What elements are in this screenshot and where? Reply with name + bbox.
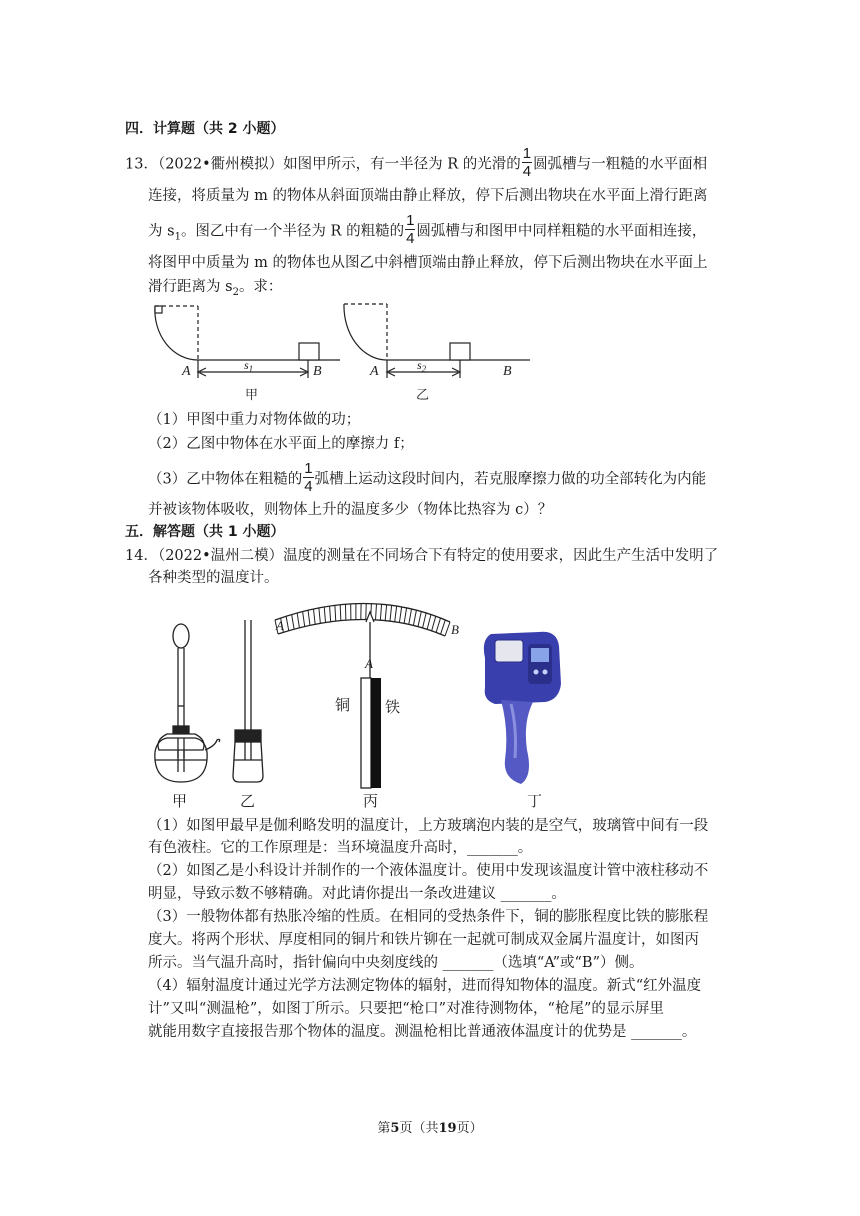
q14-p1-a: （1）如图甲最早是伽利略发明的温度计，上方玻璃泡内装的是空气，玻璃管中间有一段 — [148, 818, 709, 834]
dial-tick — [409, 609, 412, 624]
dial-tick — [423, 613, 427, 628]
caption-bing: 丙 — [363, 794, 379, 810]
dial-tick — [340, 605, 341, 621]
dial-tick — [297, 613, 299, 628]
page-total: 19 — [438, 1121, 457, 1136]
caption-yi: 乙 — [416, 387, 430, 402]
page-footer: 第5页（共19页） — [377, 1121, 483, 1136]
caption-jia: 甲 — [245, 387, 259, 402]
q13-sub2: （2）乙图中物体在水平面上的摩擦力 f； — [148, 436, 414, 452]
dial-tick — [413, 610, 416, 625]
q14-p3-a: （3）一般物体都有热胀冷缩的性质。在相同的受热条件下，铜的膨胀程度比铁的膨胀程 — [148, 909, 709, 925]
dial-tick — [319, 608, 320, 623]
figure-liquid-thermometer — [233, 620, 263, 782]
q14-p1-b: 有色液柱。它的工作原理是：当环境温度升高时，_______。 — [148, 840, 533, 856]
label-copper: 铜 — [335, 698, 351, 714]
q13-sub3-cont: 并被该物体吸收，则物体上升的温度多少（物体比热容为 c）？ — [148, 502, 553, 518]
dial-tick — [330, 606, 331, 622]
q14-p2-b: 明显，导致示数不够精确。对此请你提出一条改进建议 _______。 — [148, 886, 566, 902]
dial-tick — [380, 604, 381, 620]
dial-tick — [376, 604, 377, 620]
q13-sub3: （3）乙中物体在粗糙的 $\frac{1}{4}$ 弧槽上运动这段时间内，若克服摩擦力做的功全部转化为内能 — [148, 460, 707, 495]
label-A-yi: A — [370, 364, 379, 379]
q13-line3: 为 $s_1$。图乙中有一个半径为 R 的粗糙的 $\frac{1}{4}$ 圆弧槽与和图甲中同样粗糙的水平面相连接， — [148, 212, 707, 247]
section-5-title: 五．解答题（共 1 小题） — [125, 524, 285, 540]
dial-tick — [404, 608, 406, 624]
q14-p2-a: （2）如图乙是小科设计并制作的一个液体温度计。使用中发现该温度计管中液柱移动不 — [148, 863, 709, 879]
label-B-jia: B — [313, 364, 322, 379]
q14-p4-a: （4）辐射温度计通过光学方法测定物体的辐射，进而得知物体的温度。新式“红外温度 — [148, 978, 702, 994]
dial-tick — [303, 612, 305, 627]
dial-tick — [335, 605, 336, 621]
dial-tick — [324, 607, 325, 623]
q14-p4-c: 就能用数字直接报告那个物体的温度。测温枪相比普通液体温度计的优势是 _______。 — [148, 1024, 697, 1040]
dial-tick — [385, 605, 386, 621]
caption-yi-14: 乙 — [240, 794, 256, 810]
dial-tick — [366, 604, 367, 620]
dial-tick — [395, 606, 397, 622]
caption-jia-14: 甲 — [172, 794, 188, 810]
page-number: 5 — [390, 1121, 400, 1136]
dial-tick — [308, 610, 310, 625]
dial-tick — [313, 609, 315, 624]
label-s1: $s_1$ — [244, 358, 254, 374]
q13-line5: 滑行距离为 $s_2$。求： — [148, 279, 283, 298]
dial-tick — [445, 622, 450, 636]
dial-tick — [432, 616, 436, 631]
dial-tick — [399, 607, 401, 623]
dial-tick — [292, 615, 294, 630]
label-iron: 铁 — [385, 700, 401, 716]
figure-bimetal-thermometer — [275, 603, 450, 788]
fraction-quarter: $\frac{1}{4}$ — [304, 460, 313, 495]
q14-p3-b: 度大。将两个形状、厚度相同的铜片和铁片铆在一起就可制成双金属片温度计，如图丙 — [148, 932, 699, 948]
dial-tick — [418, 611, 421, 626]
figure-ir-thermometer-gun — [484, 632, 561, 784]
q13-line1-b: 圆弧槽与一粗糙的水平面相 — [533, 156, 708, 173]
section-4-title: 四．计算题（共 2 小题） — [125, 121, 285, 137]
dial-tick — [286, 616, 289, 630]
q13-line1-a: 13．（2022•衢州模拟）如图甲所示，有一半径为 R 的光滑的 — [125, 156, 521, 173]
caption-ding: 丁 — [527, 794, 543, 810]
q13-line2: 连接，将质量为 m 的物体从斜面顶端由静止释放，停下后测出物块在水平面上滑行距离 — [148, 188, 708, 204]
q14-line1: 14．（2022•温州二模）温度的测量在不同场合下有特定的使用要求，因此生产生活中发明了 — [125, 548, 719, 564]
label-B-yi: B — [503, 364, 512, 379]
q14-p4-b: 计”又叫“测温枪”，如图丁所示。只要把“枪口”对准待测物体，“枪尾”的显示屏里 — [148, 1001, 664, 1017]
q14-line2: 各种类型的温度计。 — [148, 570, 279, 586]
fraction-quarter: $\frac{1}{4}$ — [406, 212, 415, 247]
q13-line4: 将图甲中质量为 m 的物体也从图乙中斜槽顶端由静止释放，停下后测出物块在水平面上 — [148, 255, 708, 271]
dial-tick — [427, 614, 431, 629]
figure-galileo-thermometer — [155, 624, 220, 782]
q13-figure — [140, 298, 540, 406]
q13-sub1: （1）甲图中重力对物体做的功； — [148, 412, 361, 428]
dial-tick — [390, 605, 392, 621]
q14-figure — [145, 600, 585, 812]
dial-label-A: A — [276, 618, 284, 633]
label-s2: $s_2$ — [417, 358, 427, 374]
dial-tick — [436, 618, 440, 632]
pointer-label-A: A — [365, 656, 373, 671]
dial-tick — [441, 620, 446, 634]
fraction-quarter: $\frac{1}{4}$ — [522, 145, 532, 180]
dial-label-B: B — [451, 622, 459, 637]
q14-p3-c: 所示。当气温升高时，指针偏向中央刻度线的 _______（选填“A”或“B”）侧。 — [148, 955, 644, 971]
label-A-jia: A — [182, 364, 191, 379]
q13-line1 — [125, 145, 708, 181]
